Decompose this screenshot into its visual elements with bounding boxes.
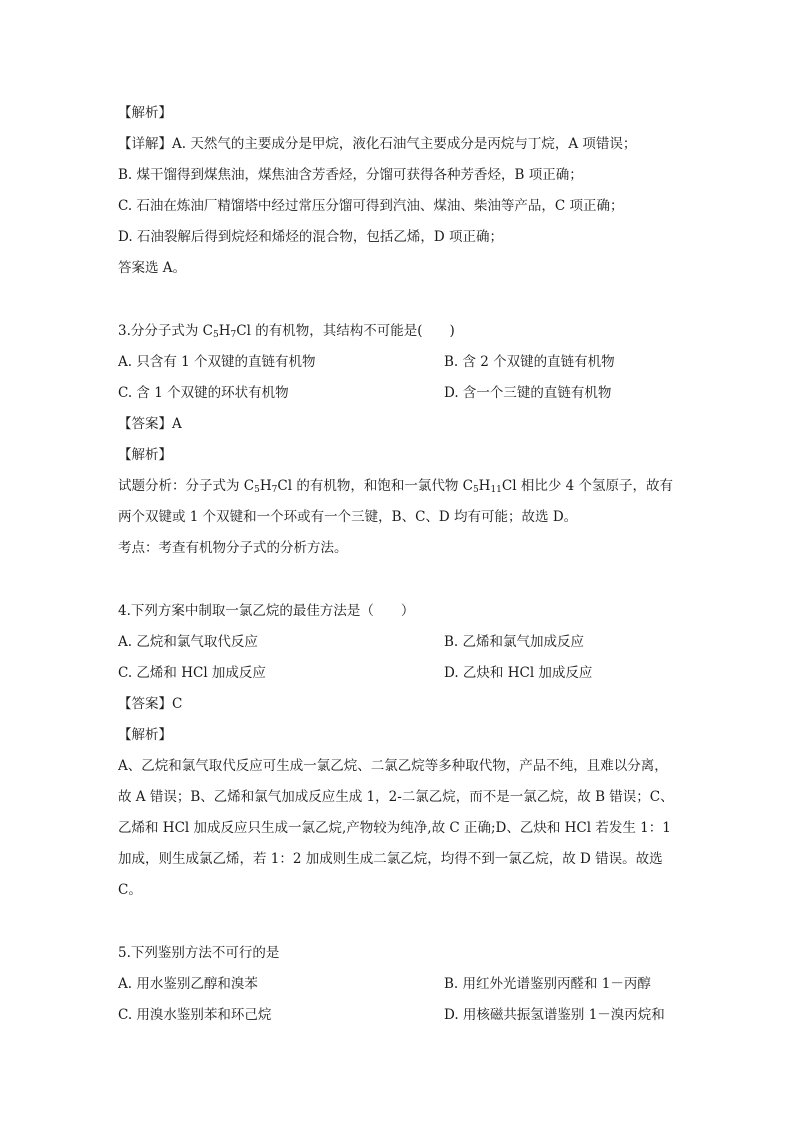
q5-options-row-1 xyxy=(118,974,688,994)
q3-exp-part: Cl 的有机物，和饱和一氯代物 C xyxy=(277,478,473,494)
q3-stem-part: 3.分分子式为 C xyxy=(118,323,214,339)
q3-explanation-2: 两个双键或 1 个双键和一个环或有一个三键，B、C、D 均有可能；故选 D。 xyxy=(118,509,578,525)
q3-exp-part: 试题分析：分子式为 C xyxy=(118,478,255,494)
q3-analysis-heading: 【解析】 xyxy=(118,447,172,463)
q4-explanation-4: 加成，则生成氯乙烯，若 1：2 加成则生成二氯乙烷，均得不到一氯乙烷，故 D 错误。故选 xyxy=(118,851,663,867)
q3-stem-part: H xyxy=(218,323,231,339)
detail-text-a: A. 天然气的主要成分是甲烷，液化石油气主要成分是丙烷与丁烷，A 项错误； xyxy=(172,136,637,152)
answer-line: 答案选 A。 xyxy=(118,260,187,276)
q3-option-b: B. 含 2 个双键的直链有机物 xyxy=(444,354,615,370)
q3-explanation-1 xyxy=(118,476,688,500)
q4-explanation-1: A、乙烷和氯气取代反应可生成一氯乙烷、二氯乙烷等多种取代物，产品不纯，且难以分离， xyxy=(118,758,668,774)
q3-option-c: C. 含 1 个双键的环状有机物 xyxy=(118,385,289,401)
q4-option-c: C. 乙烯和 HCl 加成反应 xyxy=(118,665,266,681)
answer-tag: 【答案】 xyxy=(118,696,172,712)
q3-option-d: D. 含一个三键的直链有机物 xyxy=(444,385,612,401)
q3-exp-part: H xyxy=(478,478,491,494)
q5-option-a: A. 用水鉴别乙醇和溴苯 xyxy=(118,976,258,992)
analysis-heading: 【解析】 xyxy=(118,105,172,121)
q3-subscript: 7 xyxy=(230,330,237,340)
q3-subscript: 5 xyxy=(213,330,219,340)
detail-line-d: D. 石油裂解后得到烷烃和烯烃的混合物，包括乙烯，D 项正确； xyxy=(118,229,504,245)
question-3-stem xyxy=(118,321,688,345)
q3-subscript: 5 xyxy=(254,485,260,495)
q3-subscript: 7 xyxy=(271,485,278,495)
q5-options-row-2 xyxy=(118,1005,688,1025)
detail-tag: 【详解】 xyxy=(118,136,172,152)
answer-value: C xyxy=(172,696,183,712)
question-5-stem: 5.下列鉴别方法不可行的是 xyxy=(118,945,280,961)
q3-exp-part: H xyxy=(259,478,272,494)
q4-option-b: B. 乙烯和氯气加成反应 xyxy=(444,634,585,650)
detail-line-b: B. 煤干馏得到煤焦油，煤焦油含芳香烃，分馏可获得各种芳香烃，B 项正确； xyxy=(118,167,583,183)
detail-line-a xyxy=(118,134,688,154)
q5-option-d: D. 用核磁共振氢谱鉴别 1－溴丙烷和 xyxy=(444,1007,665,1023)
q3-exp-part: Cl 相比少 4 个氢原子，故有 xyxy=(501,478,674,494)
q3-subscript: 5 xyxy=(472,485,479,495)
q4-option-a: A. 乙烷和氯气取代反应 xyxy=(118,634,258,650)
q3-options-row-2 xyxy=(118,383,688,403)
q4-options-row-2 xyxy=(118,663,688,683)
q4-answer xyxy=(118,694,688,714)
q4-analysis-heading: 【解析】 xyxy=(118,727,172,743)
q4-options-row-1 xyxy=(118,632,688,652)
answer-value: A xyxy=(172,416,182,432)
q3-key-point: 考点：考查有机物分子式的分析方法。 xyxy=(118,540,348,556)
q3-answer xyxy=(118,414,688,434)
q4-explanation-5: C。 xyxy=(118,882,142,898)
question-4-stem: 4.下列方案中制取一氯乙烷的最佳方法是（ ） xyxy=(118,603,415,619)
q5-option-b: B. 用红外光谱鉴别丙醛和 1－丙醇 xyxy=(444,976,651,992)
detail-line-c: C. 石油在炼油厂精馏塔中经过常压分馏可得到汽油、煤油、柴油等产品，C 项正确； xyxy=(118,198,624,214)
q4-explanation-3: 乙烯和 HCl 加成反应只生成一氯乙烷,产物较为纯净,故 C 正确;D、乙炔和 HCl 若发生 1：1 xyxy=(118,820,671,836)
q3-subscript: 11 xyxy=(490,485,502,495)
q3-stem-part: Cl 的有机物，其结构不可能是( ) xyxy=(236,323,455,339)
answer-tag: 【答案】 xyxy=(118,416,172,432)
q3-options-row-1 xyxy=(118,352,688,372)
q5-option-c: C. 用溴水鉴别苯和环己烷 xyxy=(118,1007,272,1023)
q3-option-a: A. 只含有 1 个双键的直链有机物 xyxy=(118,354,316,370)
q4-option-d: D. 乙炔和 HCl 加成反应 xyxy=(444,665,593,681)
q4-explanation-2: 故 A 错误；B、乙烯和氯气加成反应生成 1，2-二氯乙烷，而不是一氯乙烷，故 B 错误；C、 xyxy=(118,789,674,805)
